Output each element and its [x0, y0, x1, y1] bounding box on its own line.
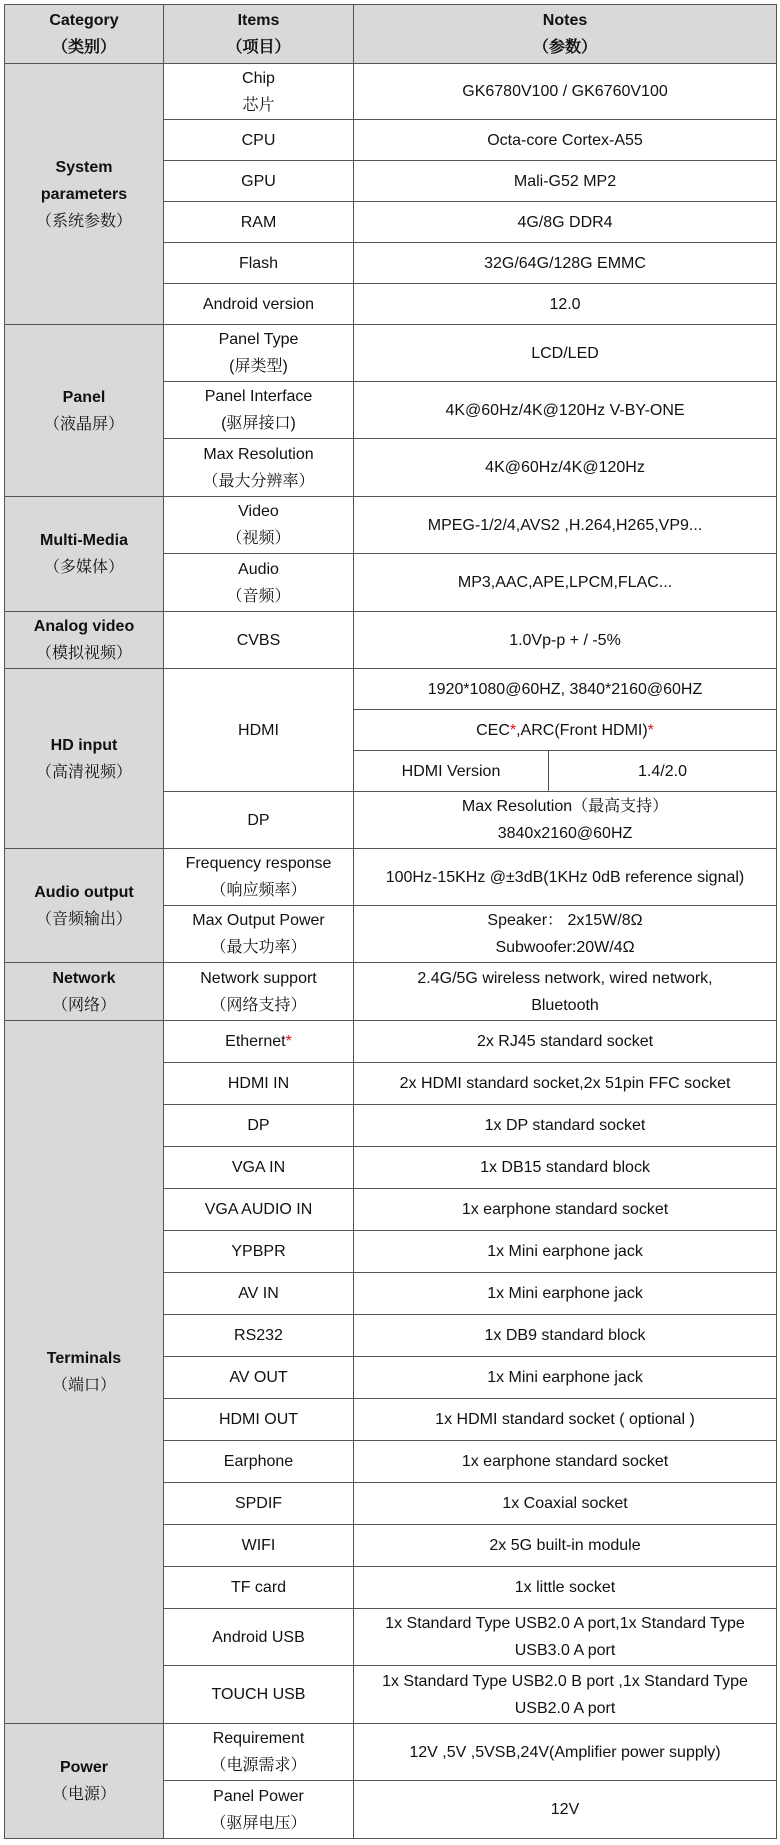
- note-cell: MP3,AAC,APE,LPCM,FLAC...: [354, 554, 777, 612]
- table-row: [5, 963, 777, 1021]
- note-cell: 4G/8G DDR4: [354, 202, 777, 243]
- category-audio-output: Audio output （音频输出）: [5, 849, 164, 963]
- item-cell: AV OUT: [164, 1357, 354, 1399]
- category-power: Power （电源）: [5, 1724, 164, 1839]
- item-cell: CPU: [164, 120, 354, 161]
- item-cell: Frequency response （响应频率）: [164, 849, 354, 906]
- required-mark: *: [647, 721, 654, 739]
- note-cell: 1x HDMI standard socket ( optional ): [354, 1399, 777, 1441]
- item-cell: TOUCH USB: [164, 1666, 354, 1724]
- note-cell: 1x Standard Type USB2.0 B port ,1x Standard Type USB2.0 A port: [354, 1666, 777, 1724]
- note-cell: 1x little socket: [354, 1567, 777, 1609]
- note-cell: 1.0Vp-p + / -5%: [354, 612, 777, 669]
- header-notes: Notes （参数）: [354, 5, 777, 64]
- note-cell: 100Hz-15KHz @±3dB(1KHz 0dB reference signal): [354, 849, 777, 906]
- category-analog-video: Analog video （模拟视频）: [5, 612, 164, 669]
- note-cell: [354, 710, 777, 751]
- note-cell: Speaker： 2x15W/8Ω Subwoofer:20W/4Ω: [354, 906, 777, 963]
- table-row: [5, 849, 777, 906]
- note-cell: 1x Mini earphone jack: [354, 1273, 777, 1315]
- category-hd-input: HD input （高清视频）: [5, 669, 164, 849]
- note-cell: 4K@60Hz/4K@120Hz: [354, 439, 777, 497]
- item-cell: Earphone: [164, 1441, 354, 1483]
- required-mark: *: [509, 721, 517, 739]
- table-row: [5, 497, 777, 554]
- item-cell: RAM: [164, 202, 354, 243]
- item-cell: Android version: [164, 284, 354, 325]
- item-cell: CVBS: [164, 612, 354, 669]
- note-cell: 32G/64G/128G EMMC: [354, 243, 777, 284]
- category-terminals: Terminals （端口）: [5, 1021, 164, 1724]
- item-cell: DP: [164, 1105, 354, 1147]
- item-cell: TF card: [164, 1567, 354, 1609]
- table-row: [5, 669, 777, 710]
- item-cell: HDMI IN: [164, 1063, 354, 1105]
- table-row: [5, 64, 777, 120]
- cec-text: CEC: [476, 721, 510, 739]
- note-cell: 1x Mini earphone jack: [354, 1231, 777, 1273]
- item-cell: VGA IN: [164, 1147, 354, 1189]
- item-cell: Panel Power （驱屏电压）: [164, 1781, 354, 1839]
- note-cell: GK6780V100 / GK6760V100: [354, 64, 777, 120]
- item-cell: RS232: [164, 1315, 354, 1357]
- item-cell: HDMI: [164, 669, 354, 792]
- required-mark: *: [285, 1033, 292, 1050]
- item-cell: DP: [164, 792, 354, 849]
- note-cell: LCD/LED: [354, 325, 777, 382]
- spec-table: [4, 4, 777, 1839]
- note-cell: 4K@60Hz/4K@120Hz V-BY-ONE: [354, 382, 777, 439]
- item-cell: Network support （网络支持）: [164, 963, 354, 1021]
- note-cell: 1x Coaxial socket: [354, 1483, 777, 1525]
- item-cell: AV IN: [164, 1273, 354, 1315]
- note-cell: 1920*1080@60HZ, 3840*2160@60HZ: [354, 669, 777, 710]
- item-cell: Chip 芯片: [164, 64, 354, 120]
- note-cell: 1x DP standard socket: [354, 1105, 777, 1147]
- item-cell: Panel Interface (驱屏接口): [164, 382, 354, 439]
- table-row: [5, 325, 777, 382]
- arc-text: ,ARC(Front HDMI): [516, 721, 648, 739]
- note-cell: 1x DB15 standard block: [354, 1147, 777, 1189]
- item-cell: Flash: [164, 243, 354, 284]
- note-cell: 1x DB9 standard block: [354, 1315, 777, 1357]
- note-cell: 2x 5G built-in module: [354, 1525, 777, 1567]
- table-row: [5, 1724, 777, 1781]
- note-cell: 1x earphone standard socket: [354, 1441, 777, 1483]
- note-cell: Max Resolution（最高支持） 3840x2160@60HZ: [354, 792, 777, 849]
- header-items: Items （项目）: [164, 5, 354, 64]
- note-cell: 1x Mini earphone jack: [354, 1357, 777, 1399]
- table-row: [5, 612, 777, 669]
- item-cell: Requirement （电源需求）: [164, 1724, 354, 1781]
- note-cell: MPEG-1/2/4,AVS2 ,H.264,H265,VP9...: [354, 497, 777, 554]
- item-cell: WIFI: [164, 1525, 354, 1567]
- category-system: System parameters （系统参数）: [5, 64, 164, 325]
- item-cell: SPDIF: [164, 1483, 354, 1525]
- item-cell: GPU: [164, 161, 354, 202]
- category-network: Network （网络）: [5, 963, 164, 1021]
- item-cell: Video （视频）: [164, 497, 354, 554]
- hdmi-version-value: 1.4/2.0: [549, 751, 777, 792]
- note-cell: 12V ,5V ,5VSB,24V(Amplifier power supply): [354, 1724, 777, 1781]
- table-row: [5, 1021, 777, 1063]
- note-cell: 1x earphone standard socket: [354, 1189, 777, 1231]
- note-cell: 12.0: [354, 284, 777, 325]
- item-cell: Max Output Power （最大功率）: [164, 906, 354, 963]
- note-cell: Octa-core Cortex-A55: [354, 120, 777, 161]
- note-cell: 2x HDMI standard socket,2x 51pin FFC socket: [354, 1063, 777, 1105]
- note-cell: 2x RJ45 standard socket: [354, 1021, 777, 1063]
- item-cell: YPBPR: [164, 1231, 354, 1273]
- note-cell: 1x Standard Type USB2.0 A port,1x Standard Type USB3.0 A port: [354, 1609, 777, 1666]
- category-panel: Panel （液晶屏）: [5, 325, 164, 497]
- item-cell: Max Resolution （最大分辨率）: [164, 439, 354, 497]
- note-cell: Mali-G52 MP2: [354, 161, 777, 202]
- header-category: Category （类别）: [5, 5, 164, 64]
- item-cell: HDMI OUT: [164, 1399, 354, 1441]
- note-cell: 12V: [354, 1781, 777, 1839]
- item-cell: Android USB: [164, 1609, 354, 1666]
- item-cell: Ethernet*: [164, 1021, 354, 1063]
- item-cell: VGA AUDIO IN: [164, 1189, 354, 1231]
- header-row: [5, 5, 777, 64]
- item-cell: Audio （音频）: [164, 554, 354, 612]
- note-cell: 2.4G/5G wireless network, wired network, Bluetooth: [354, 963, 777, 1021]
- hdmi-version-label: HDMI Version: [354, 751, 549, 792]
- category-multimedia: Multi-Media （多媒体）: [5, 497, 164, 612]
- item-cell: Panel Type (屏类型): [164, 325, 354, 382]
